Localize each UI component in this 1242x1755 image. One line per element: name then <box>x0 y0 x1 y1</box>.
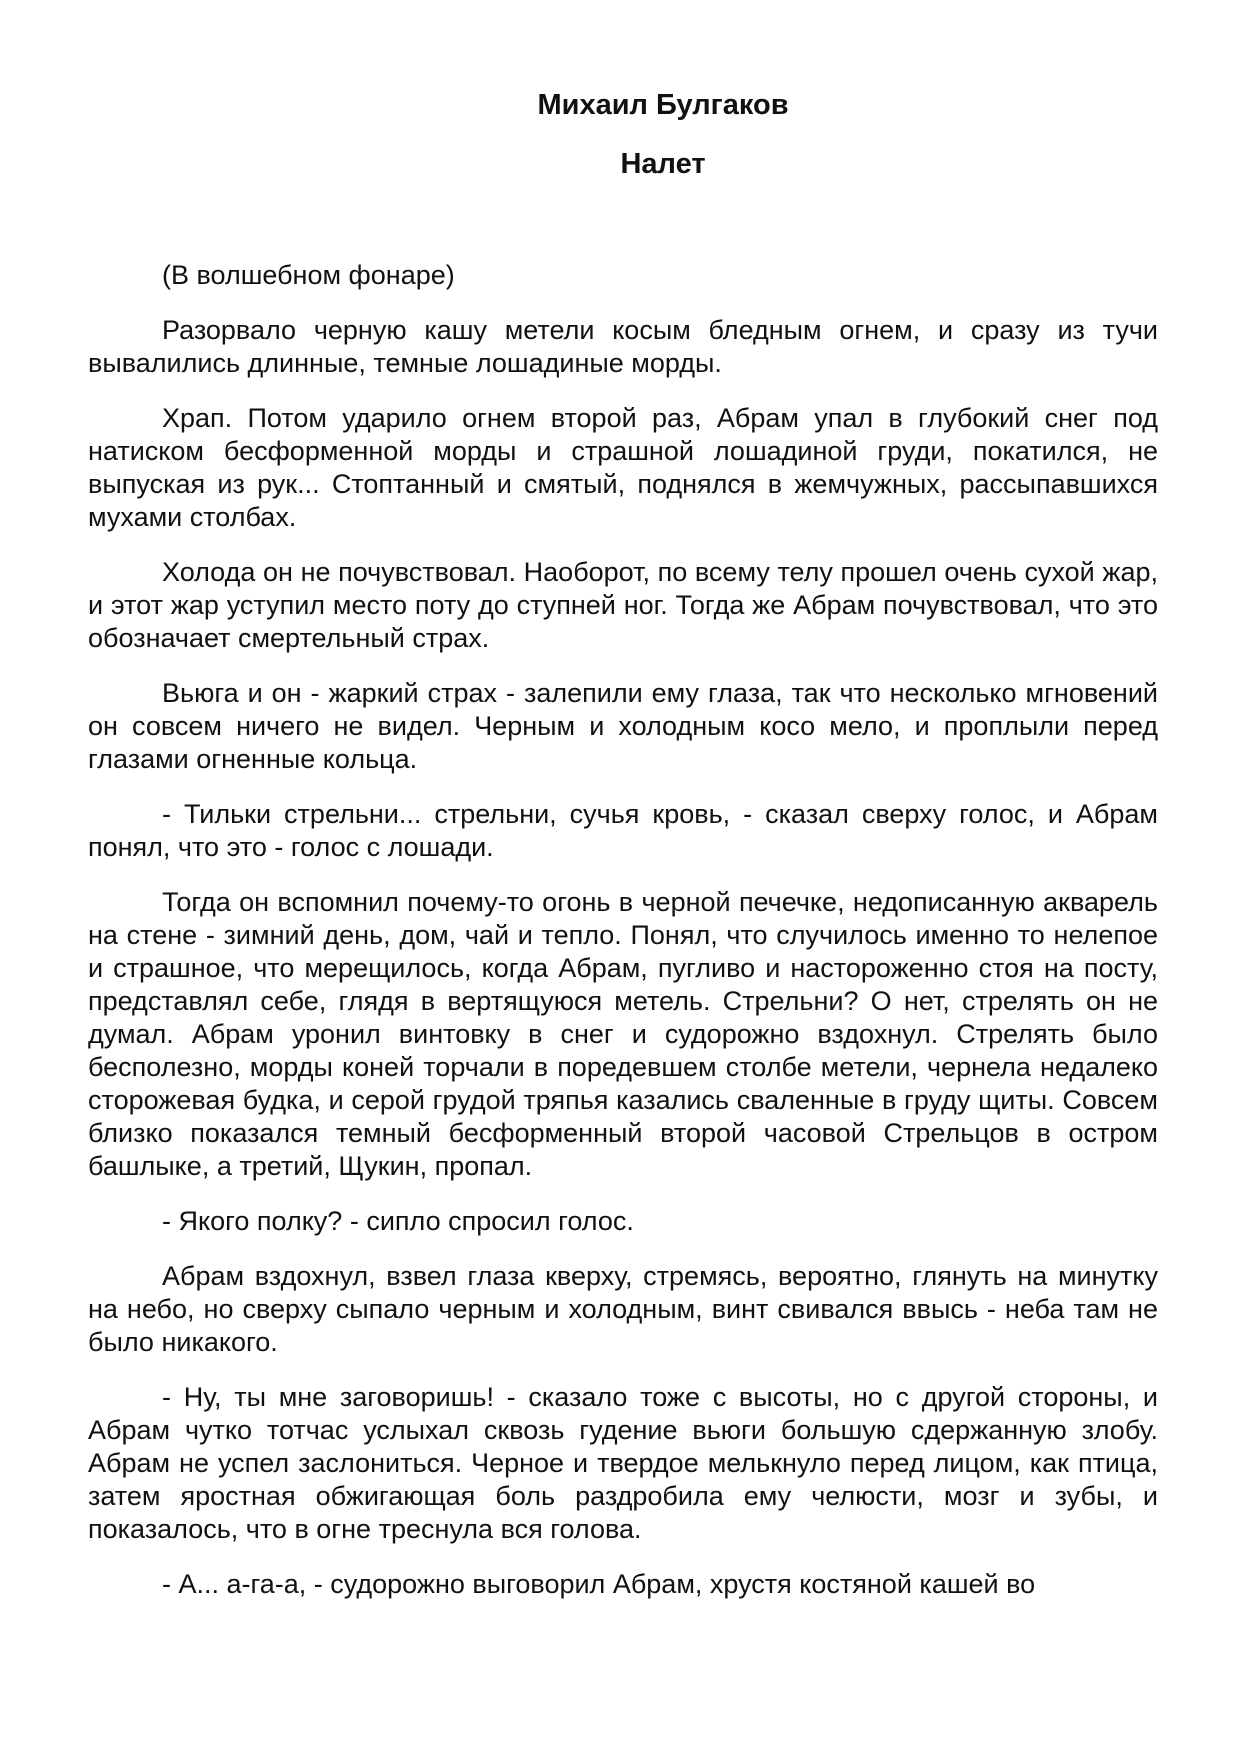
story-body <box>88 259 1158 1601</box>
paragraph: Храп. Потом ударило огнем второй раз, Абрам упал в глубокий снег под натиском бесформенной морды и страшной лошадиной груди, покатился, не выпуская из рук... Стоптанный и смятый, поднялся в жемчужных, рассыпавшихся мухами столбах. <box>88 403 1158 532</box>
paragraph: - Ну, ты мне заговоришь! - сказало тоже с высоты, но с другой стороны, и Абрам чутко тотчас услыхал сквозь гудение вьюги большую сдержанную злобу. Абрам не успел заслониться. Черное и твердое мелькнуло перед лицом, как птица, затем яростная обжигающая боль раздробила ему челюсти, мозг и зубы, и показалось, что в огне треснула вся голова. <box>88 1382 1158 1544</box>
paragraph: Абрам вздохнул, взвел глаза кверху, стремясь, вероятно, глянуть на минутку на небо, но сверху сыпало черным и холодным, винт свивался ввысь - неба там не было никакого. <box>88 1261 1158 1357</box>
story-title: Налет <box>620 148 706 180</box>
paragraph-subtitle: (В волшебном фонаре) <box>162 260 455 290</box>
paragraph: Тогда он вспомнил почему-то огонь в черной печечке, недописанную акварель на стене - зимний день, дом, чай и тепло. Понял, что случилось именно то нелепое и страшное, что мерещилось, когда Абрам, пугливо и настороженно стоя на посту, представлял себе, глядя в вертящуюся метель. Стрельни? О нет, стрелять он не думал. Абрам уронил винтовку в снег и судорожно вздохнул. Стрелять было бесполезно, морды коней торчали в поредевшем столбе метели, чернела недалеко сторожевая будка, и серой грудой тряпья казались сваленные в груду щиты. Совсем близко показался темный бесформенный второй часовой Стрельцов в остром башлыке, а третий, Щукин, пропал. <box>88 887 1158 1181</box>
paragraph: - Тильки стрельни... стрельни, сучья кровь, - сказал сверху голос, и Абрам понял, что это - голос с лошади. <box>88 799 1158 862</box>
paragraph: - Якого полку? - сипло спросил голос. <box>162 1206 634 1236</box>
paragraph: Вьюга и он - жаркий страх - залепили ему глаза, так что несколько мгновений он совсем ничего не видел. Черным и холодным косо мело, и проплыли перед глазами огненные кольца. <box>88 678 1158 774</box>
paragraph: - А... а-га-а, - судорожно выговорил Абрам, хрустя костяной кашей во <box>162 1569 1036 1599</box>
paragraph: Разорвало черную кашу метели косым бледным огнем, и сразу из тучи вывалились длинные, темные лошадиные морды. <box>88 315 1158 378</box>
author-name: Михаил Булгаков <box>537 89 789 121</box>
paragraph: Холода он не почувствовал. Наоборот, по всему телу прошел очень сухой жар, и этот жар уступил место поту до ступней ног. Тогда же Абрам почувствовал, что это обозначает смертельный страх. <box>88 557 1158 653</box>
document-page <box>88 88 1158 1623</box>
